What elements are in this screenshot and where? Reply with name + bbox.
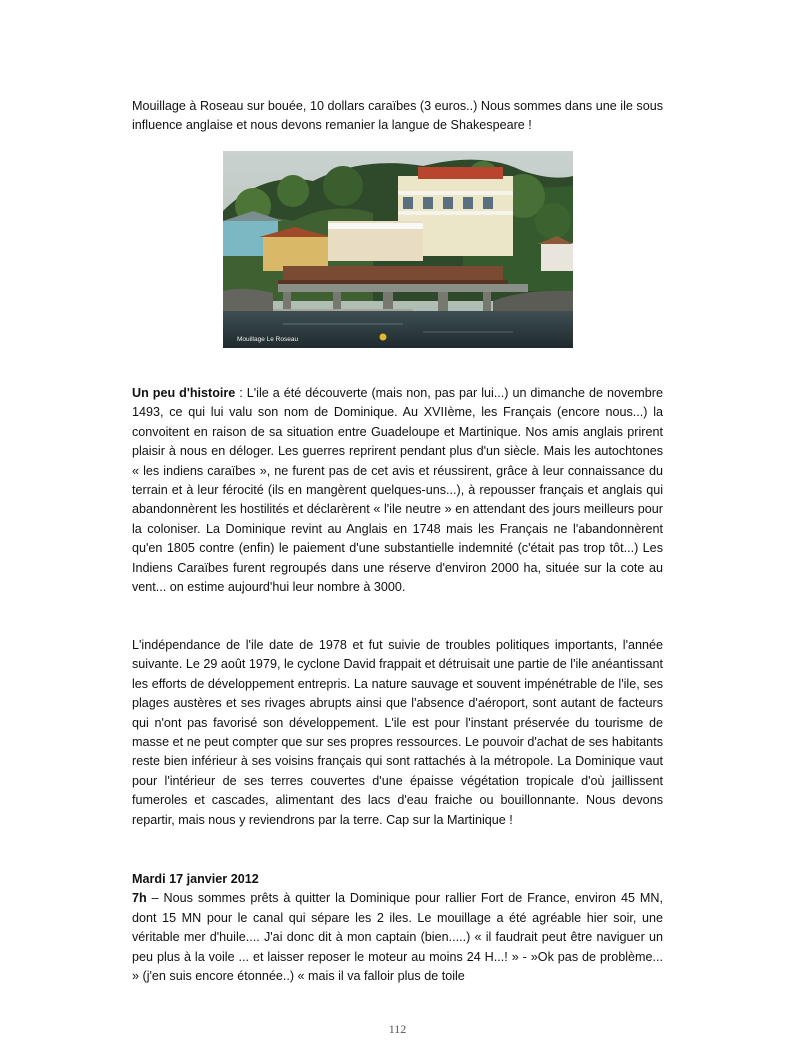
history-text: : L'ile a été découverte (mais non, pas par lui...) un dimanche de novembre 1493, ce qui lui valu son nom de Dominique. Au XVIIème, les Français (encore nous...) la convoitent en raison de sa situation entre Guadeloupe et Martinique. Nos amis anglais prirent plaisir à nous en déloger. Les guerres reprirent pendant plus d'un siècle. Mais les autochtones « les indiens caraïbes », ne furent pas de cet avis et réussirent, grâce à leur connaissance du terrain et à leur férocité (ils en mangèrent quelques-uns...), à repousser français et anglais qui abandonnèrent les hostilités et déclarèrent « l'ile neutre » en attendant des jours meilleurs pour la coloniser. La Dominique revint au Anglais en 1748 mais les Français ne l'abandonnèrent qu'en 1805 contre (enfin) le paiement d'une substantielle indemnité (c'était pas trop tôt...) Les Indiens Caraïbes furent regroupés dans une réserve d'environ 2000 ha, située sur la cote au vent... on estime aujourd'hui leur nombre à 3000. <box>132 386 664 595</box>
history-title: Un peu d'histoire <box>132 386 236 400</box>
roseau-photo <box>223 151 573 348</box>
day-time: 7h <box>132 891 147 906</box>
intro-paragraph <box>132 97 663 136</box>
independence-paragraph <box>132 636 663 830</box>
day-text: – Nous sommes prêts à quitter la Dominique pour rallier Fort de France, environ 45 MN, dont 15 MN pour le canal qui sépare les 2 iles. Le mouillage a été agréable hier soir, une véritable mer d'huile.... J'ai donc dit à mon captain (bien.....) « il faudrait peut être naviguer un peu plus à la voile ... et laisser reposer le moteur au moins 24 H...! » - »Ok pas de problème... » (j'en suis encore étonnée..) « mais il va falloir plus de toile <box>132 891 663 984</box>
harbor-illustration <box>223 151 573 348</box>
day-paragraph <box>132 870 663 986</box>
history-paragraph <box>132 384 663 597</box>
day-heading: Mardi 17 janvier 2012 <box>132 872 259 886</box>
photo-caption: Mouillage Le Roseau <box>237 336 299 343</box>
page-number: 112 <box>388 1022 407 1036</box>
intro-text: Mouillage à Roseau sur bouée, 10 dollars caraïbes (3 euros..) Nous sommes dans une ile sous influence anglaise et nous devons remanier la langue de Shakespeare ! <box>132 99 663 133</box>
independence-text: L'indépendance de l'ile date de 1978 et fut suivie de troubles politiques importants, l'année suivante. Le 29 août 1979, le cyclone David frappait et détruisait une partie de l'ile anéantissant les efforts de développement entrepris. La nature sauvage et souvent impénétrable de l'ile, ses plages austères et ses rivages abrupts ainsi que l'absence d'aéroport, sont autant de facteurs qui n'ont pas favorisé son développement. L'ile est pour l'instant préservée du tourisme de masse et ne peut compter que sur ses propres ressources. Le pouvoir d'achat de ses habitants reste bien inférieur à ses voisins français qui sont rattachés à la métropole. La Dominique vaut pour l'intérieur de ses terres couvertes d'une épaisse végétation tropicale d'où jaillissent fumeroles et cascades, alimentant des lacs d'eau fraiche ou bouillonnante. Nous devons repartir, mais nous y reviendrons par la terre. Cap sur la Martinique ! <box>132 638 663 827</box>
